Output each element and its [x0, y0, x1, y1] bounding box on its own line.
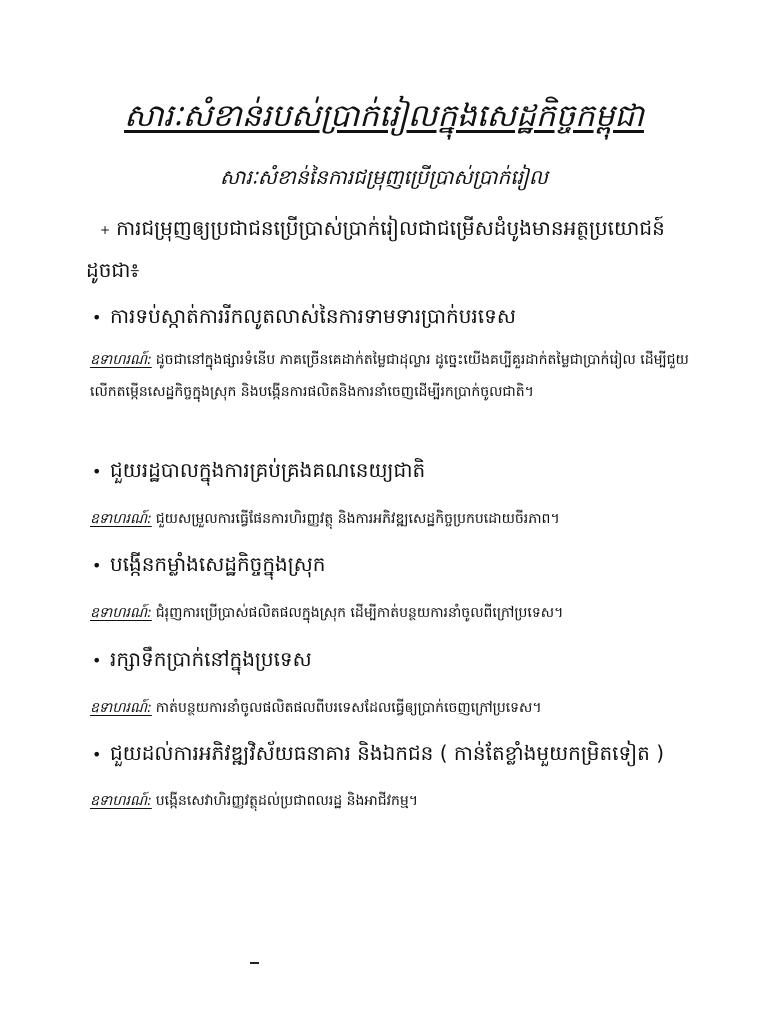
- example-paragraph: [90, 692, 694, 724]
- intro-paragraph: [86, 208, 706, 290]
- example-text: ជំរុញការប្រើប្រាស់ផលិតផលក្នុងស្រុក ដើម្បីកាត់បន្ថយការនាំចូលពីក្រៅប្រទេស។: [155, 605, 564, 621]
- example-label: ឧទាហរណ៍:: [90, 511, 152, 527]
- list-item-heading: [92, 300, 712, 334]
- example-paragraph: [90, 344, 694, 408]
- list-item-heading: [92, 643, 712, 677]
- list-item-heading-text: ជួយរដ្ឋបាលក្នុងការគ្រប់គ្រងគណនេយ្យជាតិ: [110, 458, 426, 482]
- list-item-heading-text: រក្សាទឹកប្រាក់នៅក្នុងប្រទេស: [110, 647, 312, 671]
- example-label: ឧទាហរណ៍:: [90, 700, 152, 716]
- bullet-icon: •: [92, 745, 102, 764]
- section-subtitle: សារៈសំខាន់នៃការជម្រុញប្រើប្រាស់ប្រាក់រៀល: [220, 165, 548, 189]
- bullet-icon: •: [92, 651, 102, 670]
- example-paragraph: [90, 503, 694, 535]
- list-item-heading-text: ការទប់ស្កាត់ការរីកលូតលាស់នៃការទាមទារប្រាក់បរទេស: [110, 304, 516, 328]
- list-item-heading-text: ជួយដល់ការអភិវឌ្ឍវិស័យធនាគារ និងឯកជន ( កាន់តែខ្លាំងមួយកម្រិតទៀត ): [110, 741, 665, 765]
- intro-text: ការជម្រុញឲ្យប្រជាជនប្រើប្រាស់ប្រាក់រៀលជាជម្រើសដំបូងមានអត្ថប្រយោជន៍ដូចជា៖: [86, 216, 665, 282]
- example-text: បង្កើនសេវាហិរញ្ញវត្ថុដល់ប្រជាពលរដ្ឋ និងអាជីវកម្ម។: [155, 793, 419, 809]
- example-label: ឧទាហរណ៍:: [90, 352, 152, 368]
- example-text: កាត់បន្ថយការនាំចូលផលិតផលពីបរទេសដែលធ្វើឲ្យប្រាក់ចេញក្រៅប្រទេស។: [155, 700, 542, 716]
- example-paragraph: [90, 597, 694, 629]
- example-label: ឧទាហរណ៍:: [90, 793, 152, 809]
- example-text: ដូចជានៅក្នុងផ្សារទំនើប ភាគច្រើនគេដាក់តម្លៃជាដុល្លារ ដូច្នេះយើងគប្បីគួរដាក់តម្លៃជាប្រាក់រៀល ដើម្បីជួយលើកតម្កើនសេដ្ឋកិច្ចក្នុងស្រុក និងបង្កើនការផលិតនិងការនាំចេញដើម្បីរកប្រាក់ចូលជាតិ។: [90, 352, 689, 400]
- bullet-icon: •: [92, 556, 102, 575]
- footer-dash-mark: [250, 962, 259, 964]
- intro-marker: +: [100, 222, 111, 237]
- example-text: ជួយសម្រួលការធ្វើផែនការហិរញ្ញវត្ថុ និងការអភិវឌ្ឍសេដ្ឋកិច្ចប្រកបដោយចីរភាព។: [155, 511, 560, 527]
- list-item-heading: [92, 548, 712, 582]
- example-paragraph: [90, 785, 694, 817]
- bullet-icon: •: [92, 308, 102, 327]
- list-item-heading: [92, 737, 712, 771]
- list-item-heading: [92, 454, 712, 488]
- bullet-icon: •: [92, 462, 102, 481]
- list-item-heading-text: បង្កើនកម្លាំងសេដ្ឋកិច្ចក្នុងស្រុក: [110, 552, 326, 576]
- page-title: សារៈសំខាន់របស់ប្រាក់រៀលក្នុងសេដ្ឋកិច្ចកម្ពុជា: [124, 98, 644, 134]
- example-label: ឧទាហរណ៍:: [90, 605, 152, 621]
